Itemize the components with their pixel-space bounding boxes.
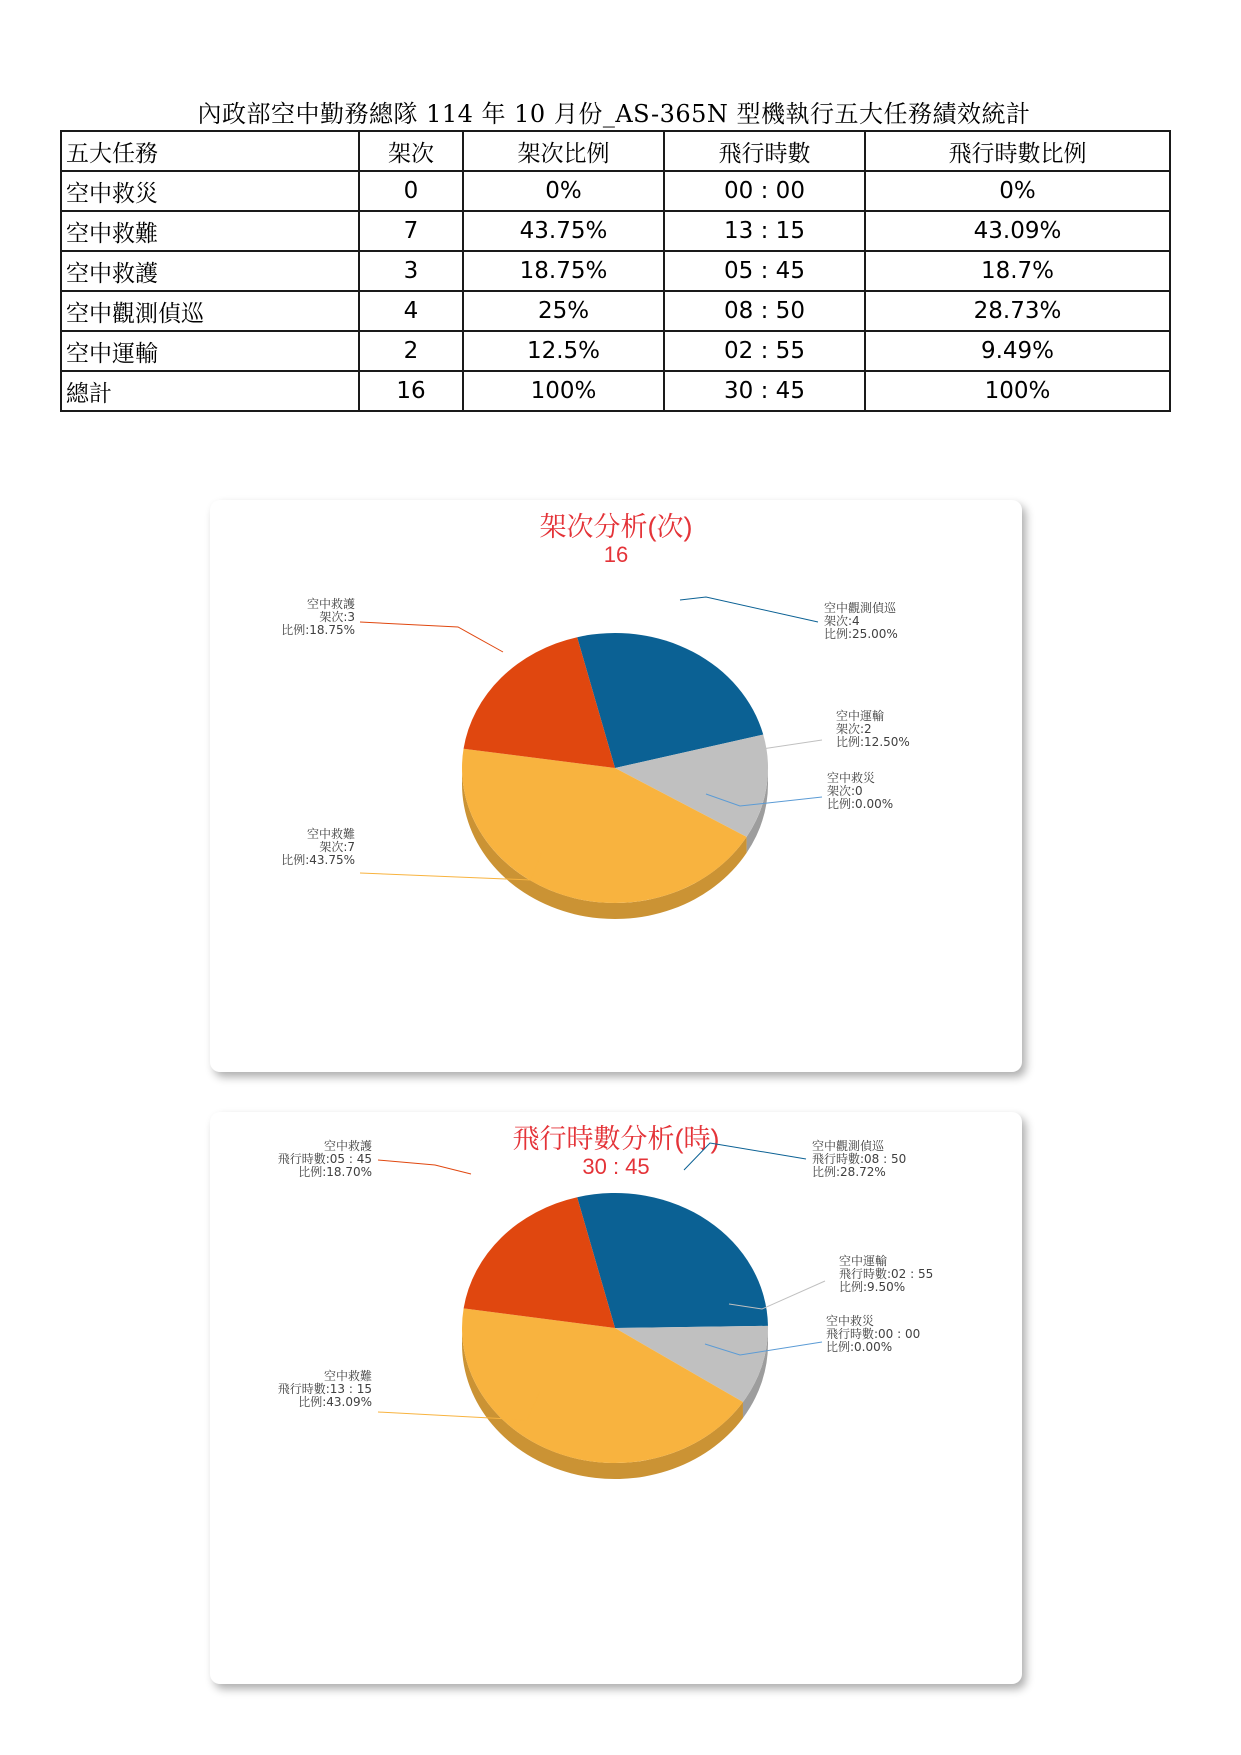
slice-label: 空中運輸架次:2 比例:12.50% [836,709,910,749]
table-total-row [61,371,1170,411]
sortie-pie-chart-card [210,500,1022,1072]
header-mission: 五大任務 [61,131,359,171]
mission-stats-table [60,130,1171,412]
table-row [61,211,1170,251]
slice-label: 空中救護架次:3 比例:18.75% [281,597,355,637]
header-flight-hours: 飛行時數 [664,131,865,171]
document-title: 內政部空中勤務總隊 114 年 10 月份_AS-365N 型機執行五大任務績效統計 [197,100,1031,128]
header-sortie-ratio: 架次比例 [463,131,664,171]
slice-label: 空中觀測偵巡飛行時數:08 : 50 比例:28.72% [812,1139,907,1179]
flight-hours-pie-chart [210,1112,1022,1684]
table-cell: 空中救災 [61,171,359,211]
table-cell: 00 : 00 [664,171,865,211]
table-cell: 28.73% [865,291,1170,331]
table-row [61,291,1170,331]
slice-label: 空中救護飛行時數:05 : 45 比例:18.70% [277,1139,372,1179]
table-row [61,331,1170,371]
table-cell: 空中救護 [61,251,359,291]
table-cell: 空中觀測偵巡 [61,291,359,331]
slice-label: 空中救難飛行時數:13 : 15 比例:43.09% [277,1369,372,1409]
table-cell: 02 : 55 [664,331,865,371]
chart-total: 16 [603,542,629,567]
table-cell: 空中運輸 [61,331,359,371]
table-cell: 13 : 15 [664,211,865,251]
table-cell: 4 [359,291,463,331]
table-cell: 12.5% [463,331,664,371]
table-cell: 空中救難 [61,211,359,251]
table-cell: 43.75% [463,211,664,251]
chart-title: 飛行時數分析(時) [512,1124,720,1154]
table-header-row [61,131,1170,171]
table-row [61,171,1170,211]
table-cell: 0 [359,171,463,211]
table-cell: 43.09% [865,211,1170,251]
table-cell: 16 [359,371,463,411]
table-row [61,251,1170,291]
header-flight-hours-ratio: 飛行時數比例 [865,131,1170,171]
slice-label: 空中救難架次:7 比例:43.75% [281,827,355,867]
table-cell: 05 : 45 [664,251,865,291]
table-cell: 總計 [61,371,359,411]
flight-hours-pie-chart-card [210,1112,1022,1684]
sortie-pie-chart [210,500,1022,1072]
table-cell: 9.49% [865,331,1170,371]
table-cell: 100% [463,371,664,411]
slice-label: 空中救災飛行時數:00 : 00 比例:0.00% [826,1314,921,1354]
table-cell: 2 [359,331,463,371]
slice-label: 空中救災架次:0 比例:0.00% [827,771,894,811]
table-cell: 0% [463,171,664,211]
chart-total: 30 : 45 [582,1154,650,1179]
table-cell: 7 [359,211,463,251]
table-cell: 100% [865,371,1170,411]
table-cell: 0% [865,171,1170,211]
table-cell: 3 [359,251,463,291]
table-cell: 30 : 45 [664,371,865,411]
chart-title: 架次分析(次) [539,512,693,542]
slice-label: 空中運輸飛行時數:02 : 55 比例:9.50% [839,1254,934,1294]
leader-line [680,597,818,622]
leader-line [360,622,503,652]
leader-line [378,1160,471,1174]
header-sorties: 架次 [359,131,463,171]
table-cell: 08 : 50 [664,291,865,331]
table-cell: 25% [463,291,664,331]
table-cell: 18.7% [865,251,1170,291]
table-cell: 18.75% [463,251,664,291]
slice-label: 空中觀測偵巡架次:4 比例:25.00% [824,601,898,641]
